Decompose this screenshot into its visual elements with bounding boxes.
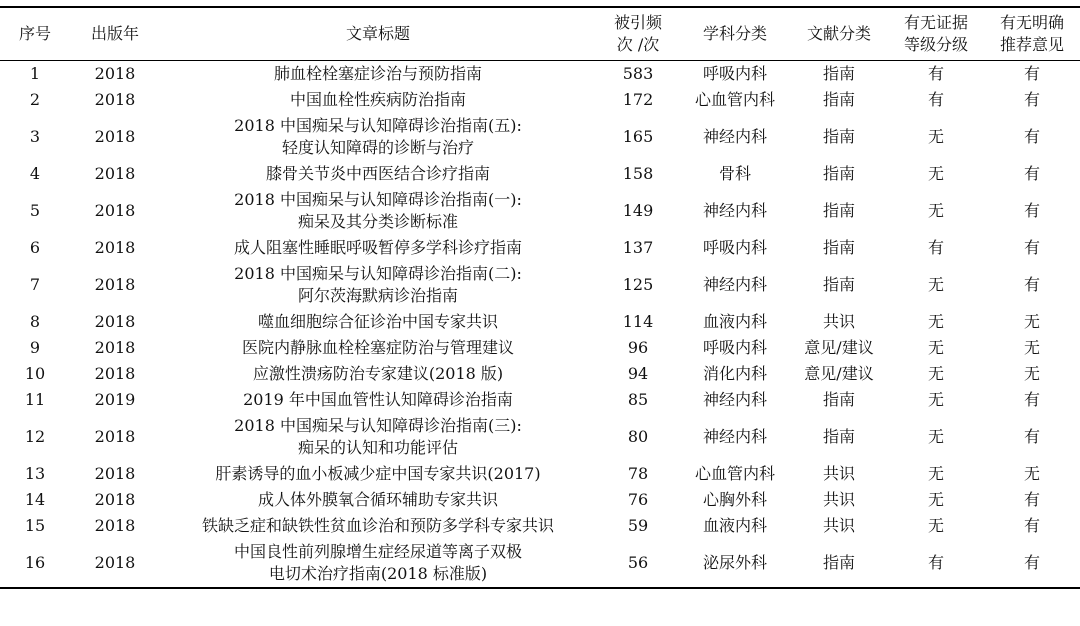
cell-subject: 呼吸内科 [702,338,767,357]
title-line: 痴呆的认知和功能评估 [297,438,458,457]
cell-recommend: 有 [1023,490,1040,509]
cell-doc-type: 指南 [822,390,855,409]
cell-recommend: 有 [984,539,1080,588]
header-recommend-line: 有无明确 [999,13,1064,32]
cell-subject: 心血管内科 [694,90,775,109]
cell-subject: 呼吸内科 [702,238,767,257]
cell-recommend: 有 [1023,127,1040,146]
table-row [0,387,1080,413]
cell-title [160,161,596,187]
cell-evidence: 无 [927,201,944,220]
cell-recommend: 无 [1023,464,1040,483]
title-line: 电切术治疗指南(2018 标准版) [268,564,488,583]
header-recommend-line: 推荐意见 [999,35,1064,54]
cell-seq: 3 [29,127,41,146]
table-row [0,113,1080,161]
cell-subject: 神经内科 [702,390,767,409]
cell-doc-type: 意见/建议 [804,364,874,383]
cell-recommend: 无 [1023,364,1040,383]
cell-title [160,387,596,413]
cell-recommend: 有 [1023,238,1040,257]
cell-recommend: 有 [1023,427,1040,446]
title-line: 应激性溃疡防治专家建议(2018 版) [252,364,504,383]
header-year: 出版年 [70,7,160,61]
table-row [0,235,1080,261]
cell-doc-type: 指南 [822,427,855,446]
cell-subject: 泌尿外科 [680,539,790,588]
cell-year: 2018 [94,164,136,183]
cell-year: 2018 [94,201,136,220]
table-row [0,61,1080,88]
title-line: 2019 年中国血管性认知障碍诊治指南 [243,390,513,409]
header-cites-line: 被引频 [613,13,662,32]
header-cites-line: 次 /次 [616,35,660,54]
cell-seq: 12 [24,427,46,446]
cell-title [160,113,596,161]
cell-year: 2018 [94,127,136,146]
table-row [0,335,1080,361]
cell-title [160,261,596,309]
cell-title [160,361,596,387]
cell-evidence: 无 [927,127,944,146]
cell-doc-type: 共识 [822,490,855,509]
cell-evidence: 无 [927,490,944,509]
cell-year: 2019 [94,390,136,409]
cell-doc-type: 指南 [822,127,855,146]
cell-seq: 16 [0,539,70,588]
cell-subject: 呼吸内科 [702,64,767,83]
table-row [0,309,1080,335]
table-row [0,461,1080,487]
cell-seq: 9 [29,338,41,357]
cell-subject: 血液内科 [702,516,767,535]
cell-seq: 2 [29,90,41,109]
cell-seq: 14 [24,490,46,509]
cell-cites: 172 [622,90,654,109]
cell-cites: 165 [622,127,654,146]
cell-recommend: 无 [1023,338,1040,357]
title-line: 铁缺乏症和缺铁性贫血诊治和预防多学科专家共识 [201,516,554,535]
title-line: 阿尔茨海默病诊治指南 [297,286,458,305]
cell-year: 2018 [94,275,136,294]
cell-evidence: 无 [927,364,944,383]
cell-subject: 神经内科 [702,275,767,294]
cell-title [160,87,596,113]
cell-evidence: 无 [927,516,944,535]
cell-title [160,413,596,461]
cell-evidence: 无 [927,275,944,294]
table-row [0,261,1080,309]
title-line: 痴呆及其分类诊断标准 [297,212,458,231]
cell-cites: 56 [596,539,680,588]
cell-evidence: 无 [927,312,944,331]
cell-subject: 骨科 [718,164,751,183]
title-line: 2018 中国痴呆与认知障碍诊治指南(五): [234,116,522,135]
cell-title [160,461,596,487]
cell-doc-type: 指南 [822,238,855,257]
table-body [0,61,1080,589]
title-line: 中国良性前列腺增生症经尿道等离子双极 [233,542,522,561]
header-cites [596,7,680,61]
cell-cites: 76 [627,490,649,509]
title-line: 成人阻塞性睡眠呼吸暂停多学科诊疗指南 [233,238,522,257]
cell-seq: 15 [24,516,46,535]
table-row [0,161,1080,187]
cell-doc-type: 指南 [822,90,855,109]
cell-title [160,513,596,539]
cell-recommend: 有 [1023,516,1040,535]
header-evidence [888,7,984,61]
cell-title [160,335,596,361]
header-doc-type: 文献分类 [790,7,888,61]
cell-year: 2018 [94,516,136,535]
cell-year: 2018 [94,364,136,383]
cell-doc-type: 共识 [822,312,855,331]
cell-cites: 137 [622,238,654,257]
table-row [0,187,1080,235]
cell-title [160,309,596,335]
cell-subject: 消化内科 [702,364,767,383]
title-line: 2018 中国痴呆与认知障碍诊治指南(一): [234,190,522,209]
cell-doc-type: 指南 [822,164,855,183]
table-row [0,361,1080,387]
cell-cites: 158 [622,164,654,183]
cell-doc-type: 指南 [822,64,855,83]
cell-evidence: 有 [888,539,984,588]
title-line: 中国血栓性疾病防治指南 [289,90,466,109]
cell-doc-type: 共识 [822,516,855,535]
cell-year: 2018 [94,490,136,509]
cell-evidence: 有 [927,90,944,109]
table-row [0,487,1080,513]
cell-title [160,487,596,513]
cell-doc-type: 指南 [822,275,855,294]
cell-recommend: 有 [1023,64,1040,83]
cell-subject: 心血管内科 [694,464,775,483]
cell-year: 2018 [94,464,136,483]
guideline-citation-table [0,6,1080,589]
cell-cites: 114 [622,312,654,331]
cell-year: 2018 [94,238,136,257]
header-seq: 序号 [0,7,70,61]
cell-seq: 7 [29,275,41,294]
table-row [0,87,1080,113]
cell-doc-type: 共识 [822,464,855,483]
cell-year: 2018 [94,90,136,109]
header-evidence-line: 等级分级 [903,35,968,54]
cell-year: 2018 [94,64,136,83]
cell-doc-type: 指南 [790,539,888,588]
title-line: 2018 中国痴呆与认知障碍诊治指南(二): [234,264,522,283]
cell-seq: 1 [29,64,41,83]
cell-subject: 神经内科 [702,127,767,146]
header-title: 文章标题 [160,7,596,61]
cell-seq: 11 [24,390,46,409]
cell-evidence: 有 [927,64,944,83]
cell-evidence: 无 [927,427,944,446]
cell-subject: 神经内科 [702,201,767,220]
cell-cites: 78 [627,464,649,483]
cell-title [160,61,596,88]
table-row [0,539,1080,588]
title-line: 噬血细胞综合征诊治中国专家共识 [257,312,498,331]
cell-cites: 85 [627,390,649,409]
cell-subject: 血液内科 [702,312,767,331]
title-line: 轻度认知障碍的诊断与治疗 [281,138,474,157]
cell-doc-type: 指南 [822,201,855,220]
cell-evidence: 有 [927,238,944,257]
cell-seq: 8 [29,312,41,331]
cell-subject: 神经内科 [702,427,767,446]
cell-title [160,187,596,235]
cell-recommend: 无 [1023,312,1040,331]
cell-recommend: 有 [1023,275,1040,294]
title-line: 肝素诱导的血小板减少症中国专家共识(2017) [215,464,541,483]
header-row [0,7,1080,61]
cell-cites: 583 [622,64,654,83]
cell-cites: 96 [627,338,649,357]
cell-doc-type: 意见/建议 [804,338,874,357]
cell-cites: 149 [622,201,654,220]
cell-recommend: 有 [1023,201,1040,220]
cell-cites: 94 [627,364,649,383]
cell-cites: 59 [627,516,649,535]
cell-year: 2018 [94,427,136,446]
cell-recommend: 有 [1023,164,1040,183]
cell-title [160,539,596,588]
cell-cites: 125 [622,275,654,294]
cell-subject: 心胸外科 [702,490,767,509]
cell-year: 2018 [94,312,136,331]
title-line: 成人体外膜氧合循环辅助专家共识 [257,490,498,509]
table-row [0,413,1080,461]
cell-evidence: 无 [927,164,944,183]
title-line: 2018 中国痴呆与认知障碍诊治指南(三): [234,416,522,435]
header-evidence-line: 有无证据 [903,13,968,32]
cell-seq: 13 [24,464,46,483]
title-line: 膝骨关节炎中西医结合诊疗指南 [265,164,490,183]
cell-recommend: 有 [1023,390,1040,409]
cell-year: 2018 [94,338,136,357]
cell-seq: 4 [29,164,41,183]
cell-evidence: 无 [927,390,944,409]
header-subject: 学科分类 [680,7,790,61]
title-line: 肺血栓栓塞症诊治与预防指南 [273,64,482,83]
cell-evidence: 无 [927,464,944,483]
title-line: 医院内静脉血栓栓塞症防治与管理建议 [241,338,514,357]
header-recommend [984,7,1080,61]
cell-recommend: 有 [1023,90,1040,109]
cell-cites: 80 [627,427,649,446]
cell-year: 2018 [70,539,160,588]
cell-seq: 10 [24,364,46,383]
cell-title [160,235,596,261]
cell-seq: 6 [29,238,41,257]
cell-seq: 5 [29,201,41,220]
cell-evidence: 无 [927,338,944,357]
table-row [0,513,1080,539]
